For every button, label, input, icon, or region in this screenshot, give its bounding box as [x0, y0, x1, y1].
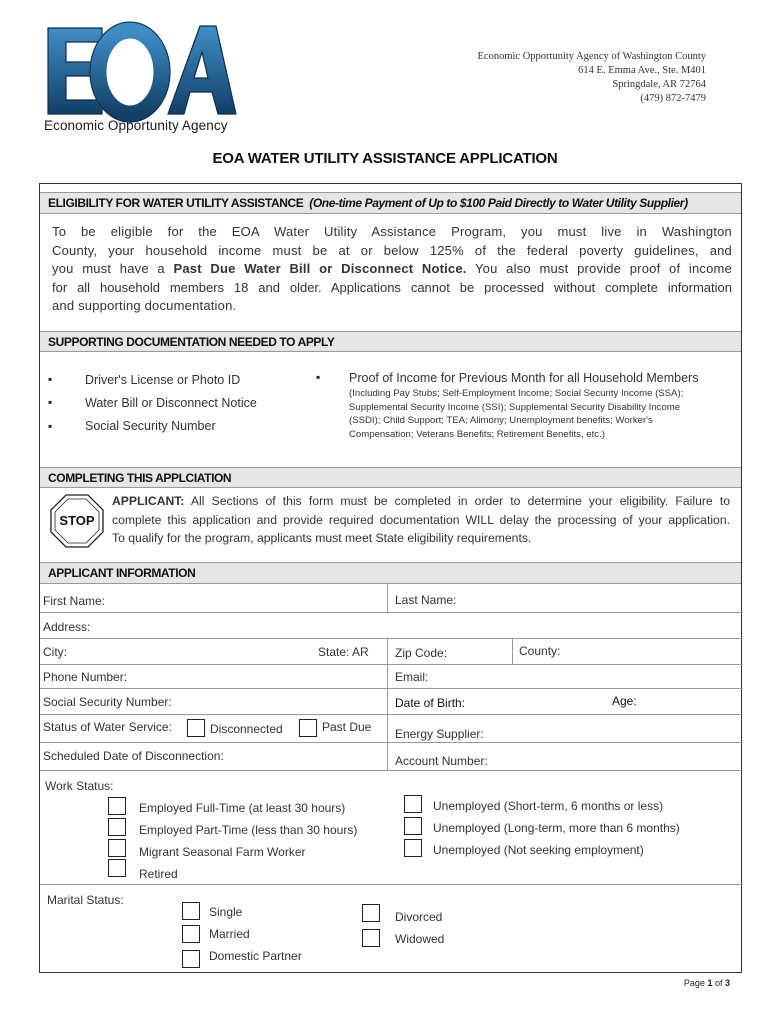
unemployed-long-term-checkbox[interactable] — [404, 817, 422, 835]
eligibility-text-part: you must have a — [52, 261, 174, 276]
disconnection-date-field[interactable] — [236, 744, 382, 768]
income-detail-line: (SSDI); Child Support; TEA; Alimony; Unemployment benefits; Worker's — [349, 415, 653, 426]
last-name-field[interactable] — [462, 586, 738, 610]
income-detail-line: Compensation; Veterans Benefits; Retirement Benefits, etc.) — [349, 428, 605, 440]
phone-number-field[interactable] — [136, 666, 382, 686]
single-checkbox[interactable] — [182, 902, 200, 920]
widowed-checkbox[interactable] — [362, 929, 380, 947]
eligibility-text — [52, 223, 732, 316]
retired-checkbox[interactable] — [108, 859, 126, 877]
income-details — [349, 387, 709, 441]
county-label: County: — [519, 644, 561, 658]
bullet-icon: ▪ — [48, 419, 53, 433]
zip-code-field[interactable] — [452, 640, 508, 662]
work-status-label: Work Status: — [45, 779, 114, 793]
completing-line: complete this application and provide required documentation WILL delay the processing of your application. — [112, 512, 730, 527]
zip-code-label: Zip Code: — [395, 646, 448, 660]
disconnected-label: Disconnected — [210, 722, 283, 736]
divorced-checkbox[interactable] — [362, 904, 380, 922]
eligibility-line: To be eligible for the EOA Water Utility Assistance Program, you must live in Washington — [52, 224, 732, 239]
unemployed-not-seeking-label: Unemployed (Not seeking employment) — [433, 843, 644, 857]
single-label: Single — [209, 905, 243, 919]
completing-text — [112, 492, 730, 548]
past-due-checkbox[interactable] — [299, 719, 317, 737]
income-detail-line: (Including Pay Stubs; Self-Employment Income; Social Security Income (SSA); — [349, 388, 684, 399]
supporting-heading: SUPPORTING DOCUMENTATION NEEDED TO APPLY — [40, 331, 741, 352]
page-of: of — [712, 978, 725, 988]
age-field[interactable] — [640, 690, 738, 712]
date-of-birth-field[interactable] — [475, 690, 605, 712]
current-page: 1 — [707, 978, 713, 988]
ssn-field[interactable] — [182, 690, 382, 712]
age-label: Age: — [612, 694, 637, 708]
unemployed-short-term-checkbox[interactable] — [404, 795, 422, 813]
city-field[interactable] — [76, 640, 306, 662]
employed-part-time-checkbox[interactable] — [108, 818, 126, 836]
first-name-field[interactable] — [110, 586, 382, 610]
address-field[interactable] — [96, 614, 736, 636]
last-name-label: Last Name: — [395, 593, 457, 607]
eligibility-line: County, your household income must be at or below 125% of the federal poverty guidelines, and — [52, 242, 732, 258]
applicant-heading: APPLICANT INFORMATION — [40, 562, 741, 584]
water-service-status-label: Status of Water Service: — [43, 720, 172, 734]
completing-line — [112, 492, 730, 511]
logo-caption: Economic Opportunity Agency — [44, 118, 228, 133]
income-detail-line: Supplemental Security Income (SSI); Supplemental Security Disability Income — [349, 401, 681, 413]
eoa-logo — [40, 20, 240, 132]
account-number-field[interactable] — [496, 744, 738, 768]
completing-line: To qualify for the program, applicants must meet State eligibility requirements. — [112, 531, 532, 545]
stop-sign-label: STOP — [59, 513, 95, 528]
disconnected-checkbox[interactable] — [187, 719, 205, 737]
county-field[interactable] — [568, 640, 738, 662]
application-form — [39, 183, 742, 973]
employed-full-time-label: Employed Full-Time (at least 30 hours) — [139, 801, 346, 815]
doc-item-water-bill: Water Bill or Disconnect Notice — [85, 396, 257, 410]
document-title: EOA WATER UTILITY ASSISTANCE APPLICATION — [212, 150, 558, 167]
energy-supplier-label: Energy Supplier: — [395, 727, 484, 741]
eligibility-line: and supporting documentation. — [52, 298, 237, 313]
eligibility-line — [52, 260, 732, 279]
migrant-farm-worker-checkbox[interactable] — [108, 839, 126, 857]
retired-label: Retired — [139, 867, 178, 881]
employed-part-time-label: Employed Part-Time (less than 30 hours) — [139, 823, 358, 837]
state-label: State: AR — [318, 645, 369, 659]
date-of-birth-label: Date of Birth: — [395, 696, 466, 710]
applicant-label: APPLICANT: — [112, 494, 185, 508]
bullet-icon: ▪ — [316, 370, 321, 384]
widowed-label: Widowed — [395, 932, 445, 946]
doc-item-license: Driver's License or Photo ID — [85, 373, 241, 387]
address-label: Address: — [43, 620, 91, 634]
domestic-partner-checkbox[interactable] — [182, 950, 200, 968]
bullet-icon: ▪ — [48, 372, 53, 386]
completing-heading: COMPLETING THIS APPLCIATION — [40, 467, 741, 488]
domestic-partner-label: Domestic Partner — [209, 949, 302, 963]
agency-address — [478, 50, 706, 106]
completing-text-part: All Sections of this form must be completed in order to determine your eligibility. Failure to — [190, 494, 730, 508]
employed-full-time-checkbox[interactable] — [108, 797, 126, 815]
unemployed-long-term-label: Unemployed (Long-term, more than 6 months) — [433, 821, 680, 835]
city-label: City: — [43, 645, 67, 659]
address-phone: (479) 872-7479 — [640, 93, 706, 104]
phone-number-label: Phone Number: — [43, 670, 128, 684]
marital-status-label: Marital Status: — [47, 893, 124, 907]
total-pages: 3 — [724, 978, 730, 988]
past-due-label: Past Due — [322, 720, 372, 734]
page-label: Page — [683, 978, 708, 988]
disconnection-date-label: Scheduled Date of Disconnection: — [43, 749, 224, 763]
address-line: Economic Opportunity Agency of Washington County — [477, 51, 706, 62]
ssn-label: Social Security Number: — [43, 695, 172, 709]
married-label: Married — [209, 927, 250, 941]
page-number — [684, 978, 730, 988]
doc-item-income: Proof of Income for Previous Month for all Household Members — [349, 371, 699, 385]
email-field[interactable] — [436, 666, 738, 686]
eligibility-heading-text: ELIGIBILITY FOR WATER UTILITY ASSISTANCE — [48, 196, 304, 210]
migrant-farm-worker-label: Migrant Seasonal Farm Worker — [139, 845, 306, 859]
account-number-label: Account Number: — [395, 754, 488, 768]
eligibility-text-part: You also must provide proof of income — [466, 261, 732, 276]
eligibility-heading — [40, 192, 741, 214]
energy-supplier-field[interactable] — [490, 720, 738, 740]
address-line: 614 E. Emma Ave., Ste. M401 — [578, 65, 706, 76]
unemployed-short-term-label: Unemployed (Short-term, 6 months or less) — [433, 799, 664, 813]
email-label: Email: — [395, 670, 429, 684]
first-name-label: First Name: — [43, 594, 106, 608]
address-line: Springdale, AR 72764 — [612, 79, 706, 90]
eligibility-heading-note: (One-time Payment of Up to $100 Paid Directly to Water Utility Supplier) — [309, 196, 688, 210]
divorced-label: Divorced — [395, 910, 443, 924]
unemployed-not-seeking-checkbox[interactable] — [404, 839, 422, 857]
bullet-icon: ▪ — [48, 395, 53, 409]
doc-item-ssn: Social Security Number — [85, 419, 216, 433]
past-due-emphasis: Past Due Water Bill or Disconnect Notice. — [173, 261, 467, 276]
married-checkbox[interactable] — [182, 925, 200, 943]
eligibility-line: for all household members 18 and older. Applications cannot be processed without complete information — [52, 279, 732, 295]
